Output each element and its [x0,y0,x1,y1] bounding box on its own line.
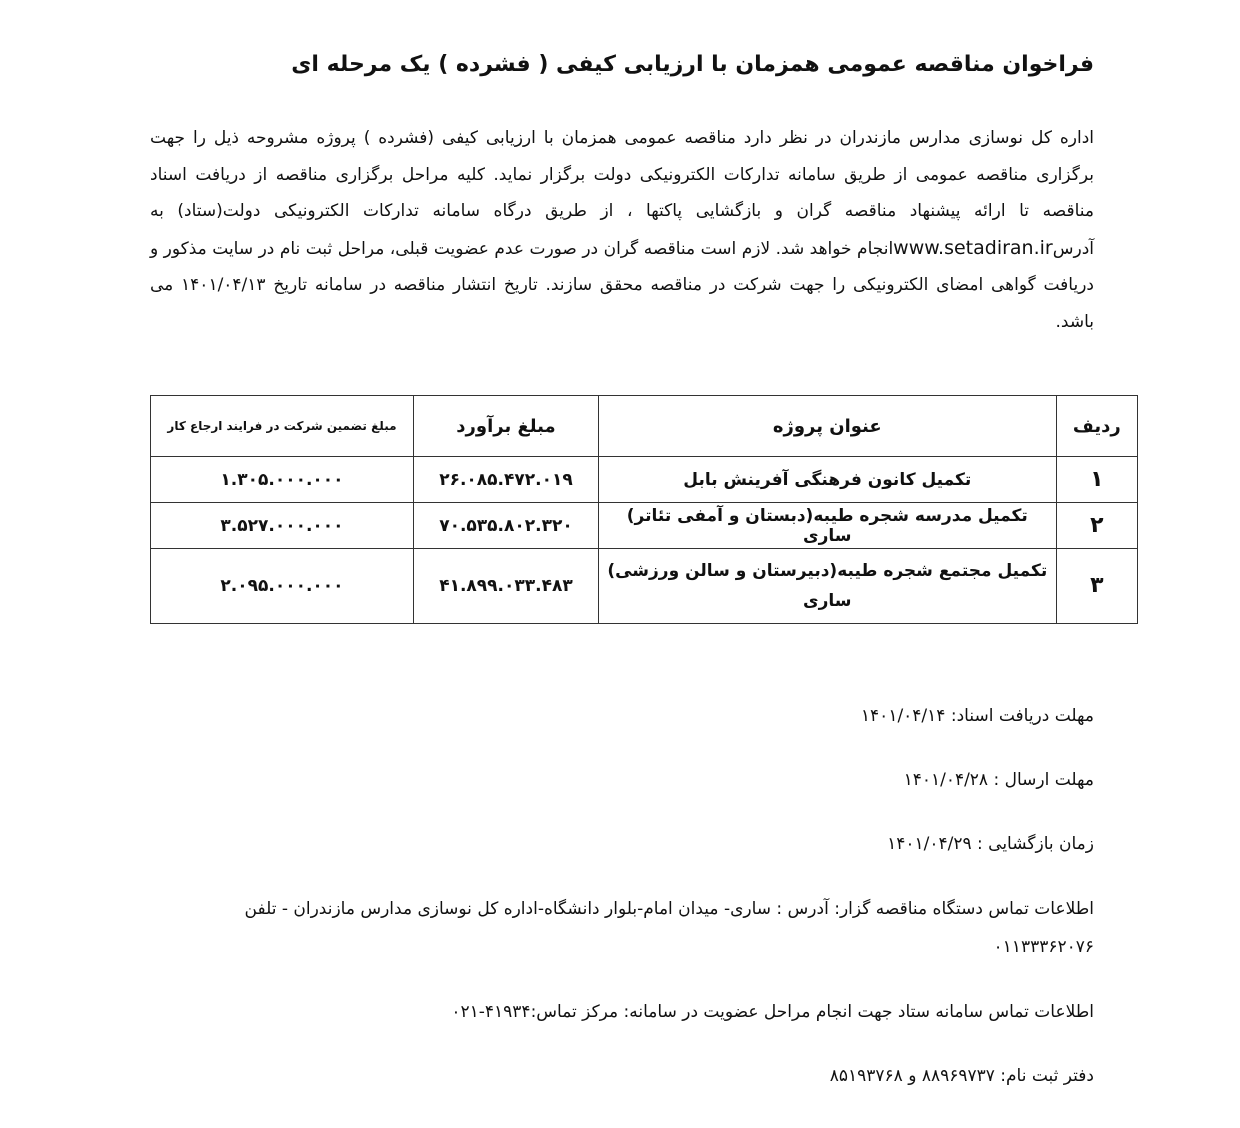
setad-contact-label: اطلاعات تماس سامانه ستاد جهت انجام مراحل عضویت در سامانه: مرکز تماس: [530,1002,1094,1022]
intro-text-before-url: اداره کل نوسازی مدارس مازندران در نظر دارد مناقصه عمومی همزمان با ارزیابی کیفی (فشرده ) پروژه مشروحه ذیل را جهت برگزاری مناقصه عمومی از طریق سامانه تدارکات الکترونیکی دولت برگزار نماید. کلیه مراحل برگزاری مناقصه از دریافت اسناد مناقصه تا ارائه پیشنهاد مناقصه گران و بازگشایی پاکتها ، از طریق درگاه سامانه تدارکات الکترونیکی دولت(ستاد) به آدرس [150,128,1094,259]
notice-title: فراخوان مناقصه عمومی همزمان با ارزیابی کیفی ( فشرده ) یک مرحله ای [291,52,1094,77]
authority-contact-text: اطلاعات تماس دستگاه مناقصه گزار: آدرس : ساری- میدان امام-بلوار دانشگاه-اداره کل نوسازی مدارس مازندران - تلفن [244,899,1094,919]
project-title: تکمیل کانون فرهنگی آفرینش بابل [598,457,1056,503]
table-header-row [151,396,1138,457]
header-row-number: ردیف [1056,396,1137,457]
submission-deadline-label: مهلت ارسال : [993,770,1094,790]
submission-deadline-date: ۱۴۰۱/۰۴/۲۸ [903,770,989,790]
guarantee-amount: ۳.۵۲۷.۰۰۰.۰۰۰ [151,503,414,549]
setad-contact [451,1002,1094,1022]
registry-office [830,1066,1094,1086]
opening-time-date: ۱۴۰۱/۰۴/۲۹ [887,834,972,854]
registry-phone-1: ۸۸۹۶۹۷۳۷ [921,1066,995,1086]
documents-deadline-date: ۱۴۰۱/۰۴/۱۴ [860,706,946,726]
setad-phone: ۰۲۱-۴۱۹۳۴ [451,1002,531,1022]
registry-and: و [908,1066,917,1086]
registry-phone-2: ۸۵۱۹۳۷۶۸ [829,1066,903,1086]
table-row [151,457,1138,503]
intro-text-after-url: انجام خواهد شد. لازم است مناقصه گران در صورت عدم عضویت قبلی، مراحل ثبت نام در سایت مذکور و دریافت گواهی امضای الکترونیکی را جهت شرکت در مناقصه محقق سازند. تاریخ انتشار مناقصه در سامانه تاریخ ۱۴۰۱/۰۴/۱۳ می باشد. [150,238,1094,332]
setad-website-link[interactable]: www.setadiran.ir [893,236,1053,259]
tender-notice-page [150,0,1140,1128]
row-number: ۳ [1056,549,1137,624]
submission-deadline [904,770,1094,790]
guarantee-amount: ۲.۰۹۵.۰۰۰.۰۰۰ [151,549,414,624]
table-row [151,549,1138,624]
opening-time [887,834,1094,854]
project-title: تکمیل مجتمع شجره طیبه(دبیرستان و سالن ورزشی) ساری [598,549,1056,624]
intro-paragraph [150,120,1094,340]
row-number: ۲ [1056,503,1137,549]
estimate-amount: ۷۰.۵۳۵.۸۰۲.۳۲۰ [413,503,598,549]
header-guarantee: مبلغ تضمین شرکت در فرایند ارجاع کار [151,396,414,457]
header-estimate: مبلغ برآورد [413,396,598,457]
project-title: تکمیل مدرسه شجره طیبه(دبستان و آمفی تئاتر) ساری [598,503,1056,549]
table-row [151,503,1138,549]
row-number: ۱ [1056,457,1137,503]
authority-contact [150,890,1094,966]
header-project-title: عنوان پروژه [598,396,1056,457]
estimate-amount: ۲۶.۰۸۵.۴۷۲.۰۱۹ [413,457,598,503]
documents-deadline [861,706,1094,726]
registry-office-label: دفتر ثبت نام: [1000,1066,1094,1086]
authority-phone: ۰۱۱۳۳۳۶۲۰۷۶ [993,937,1094,957]
documents-deadline-label: مهلت دریافت اسناد: [950,706,1094,726]
projects-table [150,395,1138,624]
opening-time-label: زمان بازگشایی : [977,834,1094,854]
estimate-amount: ۴۱.۸۹۹.۰۳۳.۴۸۳ [413,549,598,624]
guarantee-amount: ۱.۳۰۵.۰۰۰.۰۰۰ [151,457,414,503]
